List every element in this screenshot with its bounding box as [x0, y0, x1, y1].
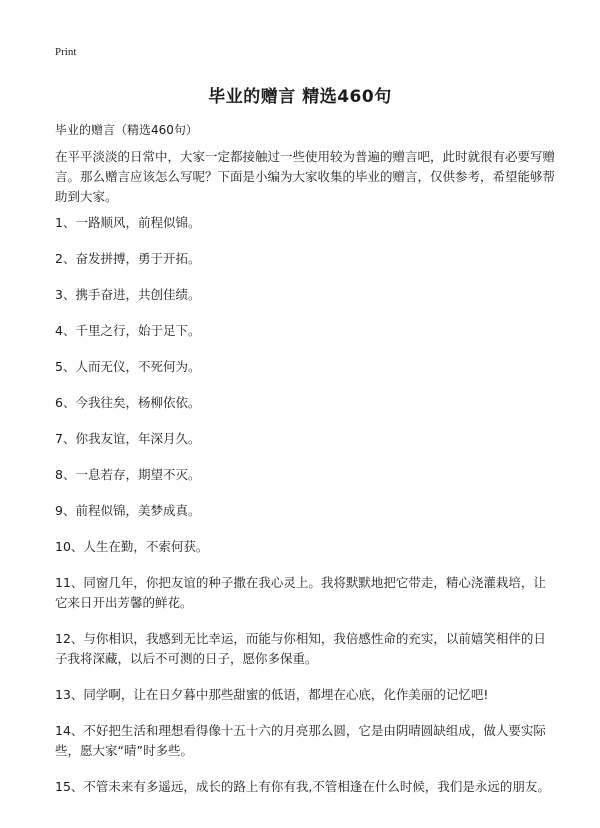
- page-title: 毕业的赠言 精选460句: [208, 87, 392, 107]
- list-item: 9、前程似锦，美梦成真。: [55, 503, 201, 518]
- list-item: 15、不管未来有多遥远，成长的路上有你有我,不管相逢在什么时候，我们是永远的朋友。: [55, 779, 550, 794]
- list-item: 3、携手奋进，共创佳绩。: [55, 287, 201, 302]
- list-item: 2、奋发拼搏，勇于开拓。: [55, 251, 201, 266]
- intro-paragraph: 在平平淡淡的日常中，大家一定都接触过一些使用较为普遍的赠言吧，此时就很有必要写赠言。那么赠言应该怎么写呢？下面是小编为大家收集的毕业的赠言，仅供参考，希望能够帮助到大家。: [55, 149, 556, 204]
- list-item: 5、人而无仪，不死何为。: [55, 359, 201, 374]
- list-item: 4、千里之行，始于足下。: [55, 323, 201, 338]
- print-link[interactable]: Print: [55, 46, 77, 58]
- subtitle: 毕业的赠言（精选460句）: [55, 123, 198, 137]
- quote-list: [55, 213, 555, 813]
- list-item: 14、不好把生活和理想看得像十五十六的月亮那么圆，它是由阴晴圆缺组成，做人要实际些，愿大家“晴”时多些。: [55, 723, 546, 758]
- list-item: 11、同窗几年，你把友谊的种子撒在我心灵上。我将默默地把它带走，精心浇灌栽培，让它来日开出芳馨的鲜花。: [55, 575, 546, 610]
- list-item: 6、今我往矣，杨柳依依。: [55, 395, 201, 410]
- list-item: 12、与你相识，我感到无比幸运，而能与你相知，我倍感性命的充实，以前嬉笑相伴的日子我将深藏，以后不可测的日子，愿你多保重。: [55, 631, 546, 666]
- list-item: 13、同学啊，让在日夕暮中那些甜蜜的低语，都埋在心底，化作美丽的记忆吧!: [55, 687, 489, 702]
- list-item: 8、一息若存，期望不灭。: [55, 467, 201, 482]
- list-item: 10、人生在勤，不索何获。: [55, 539, 209, 554]
- list-item: 1、一路顺风，前程似锦。: [55, 215, 201, 230]
- list-item: 7、你我友谊，年深月久。: [55, 431, 201, 446]
